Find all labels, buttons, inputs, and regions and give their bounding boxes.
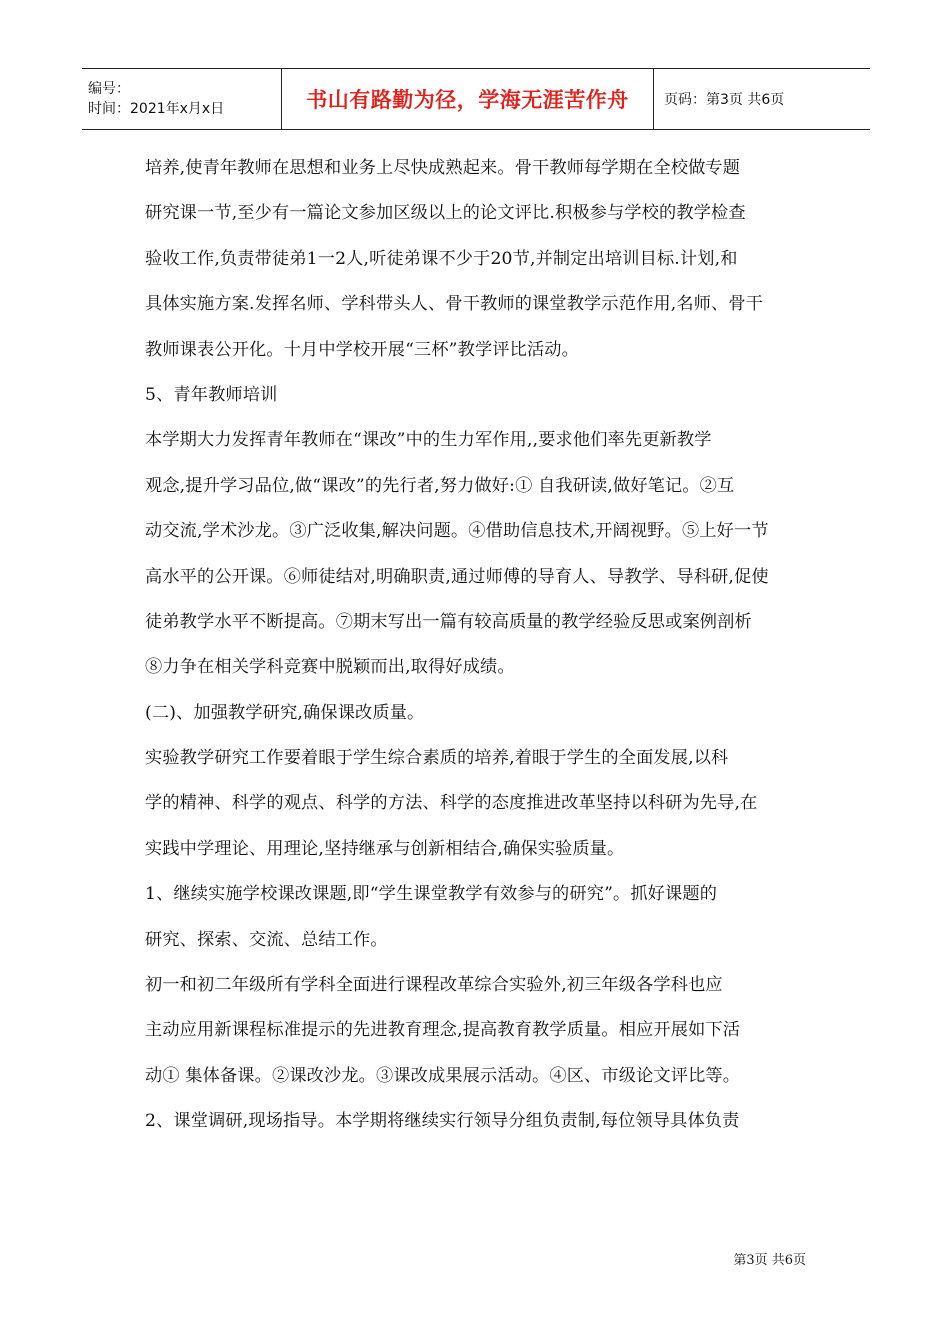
text-line: 观念,提升学习品位,做“课改”的先行者,努力做好:① 自我研读,做好笔记。②互 <box>145 475 735 496</box>
number-label: 编号： <box>88 81 130 97</box>
body-text <box>145 146 810 1145</box>
text-line: (二)、加强教学研究,确保课改质量。 <box>145 702 425 723</box>
text-line: 培养,使青年教师在思想和业务上尽快成熟起来。骨干教师每学期在全校做专题 <box>145 158 741 178</box>
text-line: 实验教学研究工作要着眼于学生综合素质的培养,着眼于学生的全面发展,以科 <box>145 748 729 769</box>
text-line: 验收工作,负责带徒弟1一2人,听徒弟课不少于20节,并制定出培训目标.计划,和 <box>145 248 738 269</box>
text-line: 学的精神、科学的观点、科学的方法、科学的态度推进改革坚持以科研为先导,在 <box>145 793 758 814</box>
text-line: 教师课表公开化。十月中学校开展“三杯”教学评比活动。 <box>145 339 579 360</box>
text-line: 研究、探索、交流、总结工作。 <box>145 929 388 950</box>
page-footer: 第3页 共6页 <box>733 1253 806 1268</box>
header-page-cell <box>654 69 870 129</box>
text-line: ⑧力争在相关学科竞赛中脱颖而出,取得好成绩。 <box>145 657 515 678</box>
text-line: 徒弟教学水平不断提高。⑦期末写出一篇有较高质量的教学经验反思或案例剖析 <box>145 611 752 632</box>
text-line: 2、课堂调研,现场指导。本学期将继续实行领导分组负责制,每位领导具体负责 <box>145 1111 740 1132</box>
text-line: 实践中学理论、用理论,坚持继承与创新相结合,确保实验质量。 <box>145 838 625 859</box>
motto-text: 书山有路勤为径，学海无涯苦作舟 <box>306 88 629 112</box>
header-page-label: 页码：第3页 共6页 <box>664 92 785 108</box>
text-line: 1、继续实施学校课改课题,即“学生课堂教学有效参与的研究”。抓好课题的 <box>145 884 718 905</box>
text-line: 研究课一节,至少有一篇论文参加区级以上的论文评比.积极参与学校的教学检查 <box>145 203 746 224</box>
text-line: 高水平的公开课。⑥师徒结对,明确职责,通过师傅的导育人、导教学、导科研,促使 <box>145 566 769 587</box>
text-line: 动① 集体备课。②课改沙龙。③课改成果展示活动。④区、市级论文评比等。 <box>145 1065 741 1086</box>
time-label: 时间：2021年x月x日 <box>88 101 225 117</box>
text-line: 本学期大力发挥青年教师在“课改”中的生力军作用,,要求他们率先更新教学 <box>145 430 712 451</box>
text-line: 主动应用新课程标准提示的先进教育理念,提高教育教学质量。相应开展如下活 <box>145 1020 741 1041</box>
text-line: 具体实施方案.发挥名师、学科带头人、骨干教师的课堂教学示范作用,名师、骨干 <box>145 294 764 315</box>
text-line: 动交流,学术沙龙。③广泛收集,解决问题。④借助信息技术,开阔视野。⑤上好一节 <box>145 521 769 542</box>
text-line: 初一和初二年级所有学科全面进行课程改革综合实验外,初三年级各学科也应 <box>145 975 723 996</box>
text-line: 5、青年教师培训 <box>145 384 278 405</box>
header-info-cell <box>82 69 282 129</box>
page-header <box>82 68 870 130</box>
header-motto-cell <box>282 69 654 129</box>
